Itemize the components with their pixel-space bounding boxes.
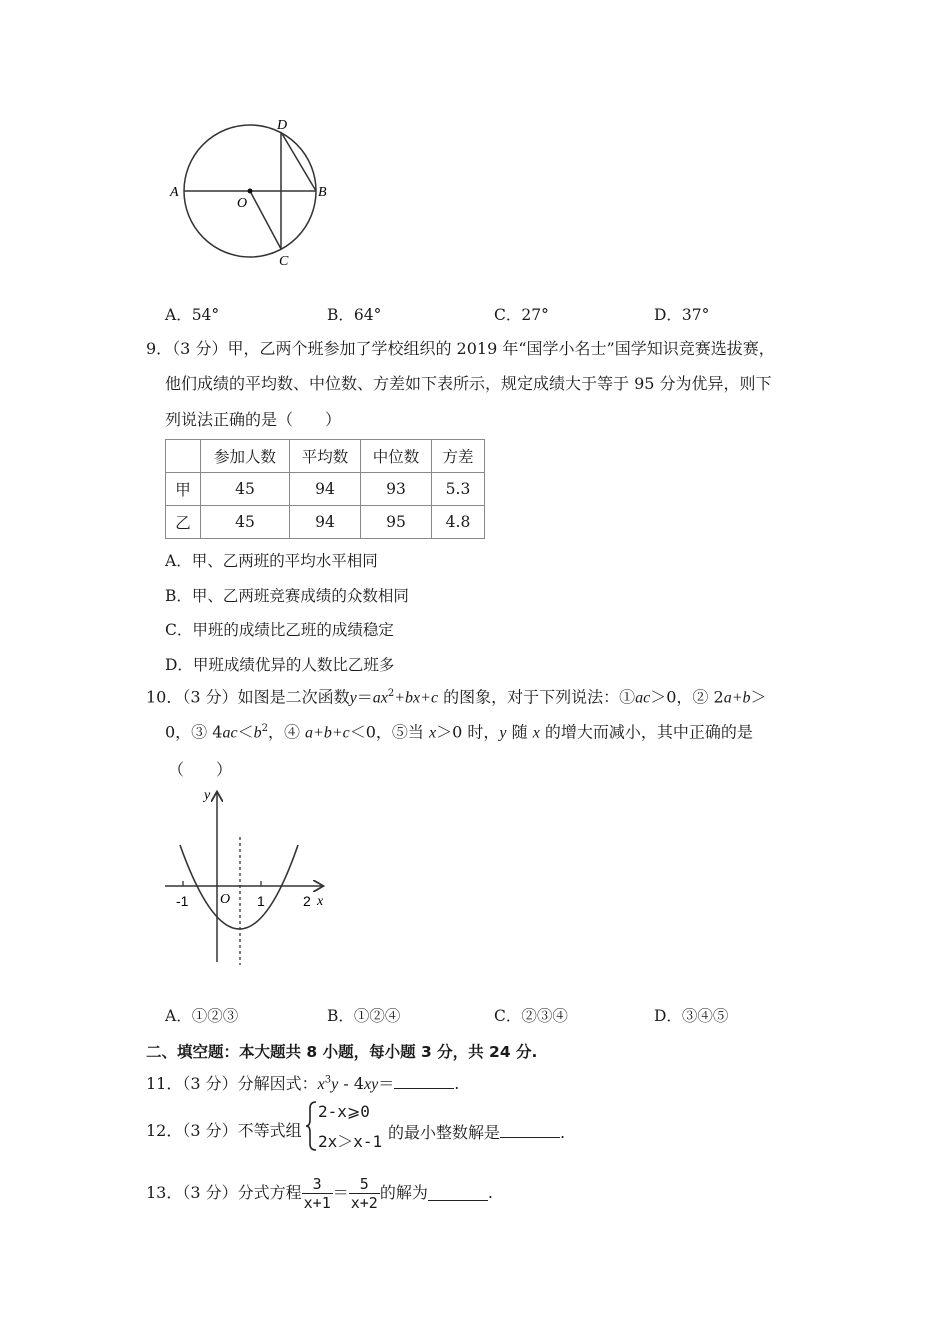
q10-s2b: ＞ [750,687,767,707]
label-o: O [237,196,248,211]
q10-l2-x2: x [532,724,540,742]
table-cell: 4.8 [432,506,485,539]
q9-option-d: D．甲班成绩优异的人数比乙班多 [165,656,395,674]
brace-icon [304,1100,318,1152]
q10-prefix: 10．（3 分）如图是二次函数 [146,687,350,707]
q12-suffix: 的最小整数解是 [388,1123,501,1142]
q11-x: x [317,1076,325,1093]
label-d: D [277,118,288,133]
q10-l2-ac: ac [222,724,238,742]
q10-line2 [165,724,753,741]
table-cell: 45 [201,473,290,506]
q9-option-a: A．甲、乙两班的平均水平相同 [165,552,378,570]
table-cell: 乙 [166,506,201,539]
label-neg1: -1 [176,893,189,909]
stats-table [165,439,485,539]
table-cell: 94 [290,473,361,506]
fraction-1-num: 3 [312,1174,322,1193]
label-c: C [279,254,289,269]
q10-l2-abc: a+b+c [305,724,350,742]
q10-l2-x: x [429,724,437,742]
q8-option-b: B．64° [327,306,382,324]
q11-eq: ＝ [378,1074,395,1093]
q8-option-a: A．54° [165,306,220,324]
q13-eq: ＝ [332,1183,349,1202]
q9-line1: 9．（3 分）甲，乙两个班参加了学校组织的 2019 年“国学小名士”国学知识竞赛选拔赛， [146,339,775,358]
q10-option-a: A．①②③ [165,1007,239,1025]
table-header-cell: 方差 [432,440,485,473]
label-1: 1 [257,893,265,909]
circle-figure [160,110,340,270]
label-y: y [204,788,211,803]
q12-tail [388,1123,565,1141]
table-cell: 5.3 [432,473,485,506]
q10-rest: +bx+c [394,689,439,707]
fraction-1 [302,1175,333,1212]
table-header-cell: 中位数 [361,440,432,473]
q10-l2-lt: ＜ [237,722,254,742]
q12-end: . [560,1123,566,1142]
q11-minus: - 4 [338,1074,364,1093]
table-cell: 93 [361,473,432,506]
table-header-cell: 参加人数 [201,440,290,473]
label-x: x [317,894,324,909]
q10-y: y [349,689,357,707]
q11-xy: xy [364,1076,379,1093]
q13-suffix: 的解为 [379,1183,428,1202]
q11-prefix: 11．（3 分）分解因式： [146,1074,318,1093]
q10-l2-a: 0，③ 4 [165,722,223,742]
q10-option-c: C．②③④ [494,1007,568,1025]
q9-option-c: C．甲班的成绩比乙班的成绩稳定 [165,621,394,639]
q8-option-c: C．27° [494,306,549,324]
q10-l2-b: b [253,724,262,742]
q10-line1 [146,689,767,706]
label-b: B [318,185,327,200]
parabola-graph [160,785,340,965]
q11-line [146,1074,459,1093]
q10-s2: a+b [723,689,751,707]
q12-ineq2: 2x＞x-1 [318,1132,383,1151]
q10-l2-end: 的增大而减小，其中正确的是 [539,722,753,742]
q13-line [146,1172,493,1214]
table-row [166,473,485,506]
fraction-2 [349,1175,380,1212]
table-cell: 94 [290,506,361,539]
center-point [248,189,253,194]
q13-answer-blank[interactable] [428,1186,488,1201]
q9-line2: 他们成绩的平均数、中位数、方差如下表所示，规定成绩大于等于 95 分为优异，则下 [165,374,772,393]
q10-after: 的图象，对于下列说法：① [438,687,636,707]
q10-line3: （ ） [168,760,233,779]
q12-answer-blank[interactable] [500,1123,560,1138]
q10-option-d: D．③④⑤ [654,1007,729,1025]
q13-end: . [487,1183,493,1202]
label-a: A [170,185,179,200]
q12-ineq1: 2-x⩾0 [318,1102,370,1121]
table-header-cell: 平均数 [290,440,361,473]
q9-option-b: B．甲、乙两班竞赛成绩的众数相同 [165,587,409,605]
table-header-cell [166,440,201,473]
q11-x3: 3 [324,1074,332,1086]
q11-answer-blank[interactable] [394,1074,454,1089]
label-2: 2 [303,893,311,909]
q10-s1: ac [635,689,651,707]
table-cell: 95 [361,506,432,539]
fraction-1-den: x+1 [303,1193,331,1212]
q12-prefix: 12．（3 分）不等式组 [146,1121,302,1140]
q10-l2-lt0: ＜0，⑤当 [349,722,430,742]
q10-eq: ＝ [356,687,373,707]
table-row [166,506,485,539]
fraction-2-num: 5 [359,1174,369,1193]
q10-ax: ax [372,689,388,707]
parabola-curve [180,845,298,929]
q10-sq: 2 [387,688,395,699]
q10-l2-y: y [499,724,507,742]
q11-y: y [331,1076,339,1093]
label-o: O [220,892,231,907]
q10-l2-b2: 2 [261,723,268,734]
q9-line3: 列说法正确的是（ ） [165,410,342,429]
table-header-row [166,440,485,473]
table-cell: 45 [201,506,290,539]
q10-l2-c4: ，④ [267,722,306,742]
q10-l2-sui: 随 [506,722,533,742]
q8-option-d: D．37° [654,306,710,324]
section-heading: 二、填空题：本大题共 8 小题，每小题 3 分，共 24 分. [146,1043,538,1061]
segment-db [281,132,316,191]
q10-option-b: B．①②④ [327,1007,401,1025]
q11-end: . [454,1074,460,1093]
fraction-2-den: x+2 [350,1193,378,1212]
q10-l2-gt0: ＞0 时， [436,722,500,742]
q13-prefix: 13．（3 分）分式方程 [146,1183,302,1202]
q10-s1b: ＞0，② 2 [650,687,724,707]
table-cell: 甲 [166,473,201,506]
segment-oc [250,191,281,249]
